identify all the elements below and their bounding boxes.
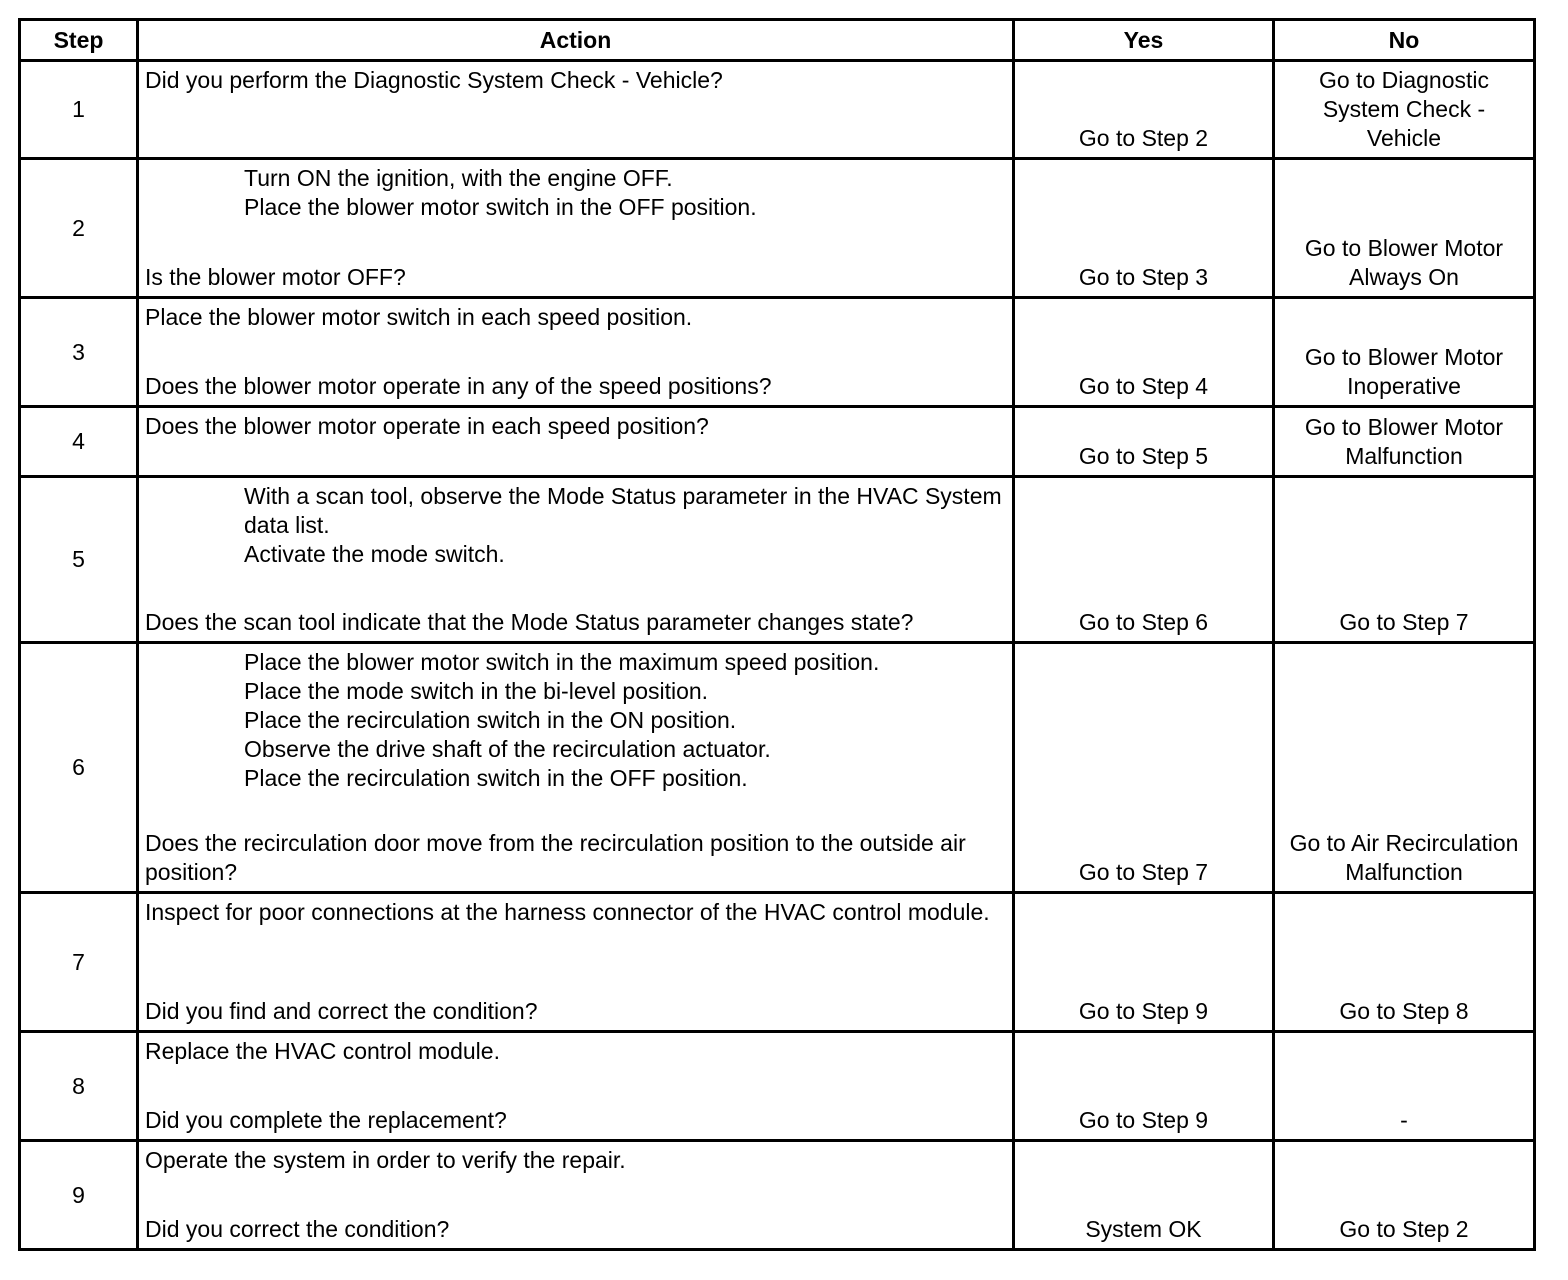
action-cell — [138, 61, 1014, 159]
action-spacer — [145, 569, 1006, 608]
diagnostic-table — [18, 18, 1536, 1251]
action-instruction: Observe the drive shaft of the recirculation actuator. — [244, 736, 771, 762]
no-result: Go to Blower Motor Malfunction — [1274, 407, 1535, 477]
table-row — [20, 477, 1535, 643]
action-spacer — [145, 1175, 1006, 1215]
step-number: 4 — [20, 407, 138, 477]
no-result: - — [1274, 1032, 1535, 1141]
action-content — [145, 164, 1006, 292]
no-result: Go to Air Recirculation Malfunction — [1274, 643, 1535, 893]
action-instruction: With a scan tool, observe the Mode Status parameter in the HVAC System data list. — [244, 483, 1002, 538]
table-row — [20, 1141, 1535, 1250]
step-number: 9 — [20, 1141, 138, 1250]
header-yes: Yes — [1014, 20, 1274, 61]
no-result: Go to Diagnostic System Check - Vehicle — [1274, 61, 1535, 159]
action-spacer — [145, 927, 1006, 997]
action-content — [145, 1146, 1006, 1244]
header-step: Step — [20, 20, 138, 61]
action-cell — [138, 643, 1014, 893]
header-no: No — [1274, 20, 1535, 61]
action-instruction: Activate the mode switch. — [244, 541, 505, 567]
table-row — [20, 298, 1535, 407]
action-content — [145, 412, 1006, 471]
action-content — [145, 66, 1006, 153]
action-question: Did you correct the condition? — [145, 1216, 450, 1242]
action-instruction: Place the blower motor switch in the maximum speed position. — [244, 649, 880, 675]
action-cell — [138, 893, 1014, 1032]
action-instruction: Place the recirculation switch in the OFF position. — [244, 765, 748, 791]
action-content — [145, 303, 1006, 401]
action-instruction: Inspect for poor connections at the harness connector of the HVAC control module. — [145, 899, 990, 925]
step-number: 5 — [20, 477, 138, 643]
no-result: Go to Blower Motor Inoperative — [1274, 298, 1535, 407]
yes-result: Go to Step 9 — [1014, 893, 1274, 1032]
no-result: Go to Step 8 — [1274, 893, 1535, 1032]
action-cell — [138, 477, 1014, 643]
table-row — [20, 643, 1535, 893]
table-row — [20, 1032, 1535, 1141]
action-cell — [138, 407, 1014, 477]
step-number: 2 — [20, 159, 138, 298]
action-cell — [138, 1141, 1014, 1250]
action-instruction: Replace the HVAC control module. — [145, 1038, 500, 1064]
yes-result: Go to Step 9 — [1014, 1032, 1274, 1141]
action-instruction: Operate the system in order to verify the repair. — [145, 1147, 626, 1173]
action-cell — [138, 1032, 1014, 1141]
header-row — [20, 20, 1535, 61]
table-body — [20, 61, 1535, 1250]
action-cell — [138, 159, 1014, 298]
action-instruction: Does the blower motor operate in each speed position? — [145, 413, 709, 439]
action-content — [145, 898, 1006, 1026]
yes-result: Go to Step 3 — [1014, 159, 1274, 298]
no-result: Go to Step 7 — [1274, 477, 1535, 643]
action-instruction: Place the blower motor switch in each speed position. — [145, 304, 693, 330]
action-cell — [138, 298, 1014, 407]
action-instruction: Did you perform the Diagnostic System Check - Vehicle? — [145, 67, 723, 93]
no-result: Go to Step 2 — [1274, 1141, 1535, 1250]
step-number: 6 — [20, 643, 138, 893]
action-instruction: Place the recirculation switch in the ON position. — [244, 707, 737, 733]
header-action: Action — [138, 20, 1014, 61]
action-spacer — [145, 222, 1006, 263]
step-number: 1 — [20, 61, 138, 159]
action-question: Does the scan tool indicate that the Mode Status parameter changes state? — [145, 609, 914, 635]
action-instruction: Turn ON the ignition, with the engine OFF. — [244, 165, 673, 191]
step-number: 8 — [20, 1032, 138, 1141]
step-number: 7 — [20, 893, 138, 1032]
action-question: Did you find and correct the condition? — [145, 998, 538, 1024]
yes-result: Go to Step 5 — [1014, 407, 1274, 477]
action-instruction: Place the mode switch in the bi-level position. — [244, 678, 709, 704]
action-spacer — [145, 332, 1006, 372]
yes-result: Go to Step 4 — [1014, 298, 1274, 407]
action-question: Is the blower motor OFF? — [145, 264, 406, 290]
yes-result: Go to Step 2 — [1014, 61, 1274, 159]
no-result: Go to Blower Motor Always On — [1274, 159, 1535, 298]
table-row — [20, 893, 1535, 1032]
action-content — [145, 482, 1006, 637]
action-spacer — [145, 1066, 1006, 1106]
table-row — [20, 159, 1535, 298]
action-content — [145, 1037, 1006, 1135]
yes-result: Go to Step 6 — [1014, 477, 1274, 643]
action-content — [145, 648, 1006, 887]
table-row — [20, 407, 1535, 477]
table-row — [20, 61, 1535, 159]
action-question: Does the recirculation door move from the recirculation position to the outside air position? — [145, 830, 966, 885]
yes-result: Go to Step 7 — [1014, 643, 1274, 893]
yes-result: System OK — [1014, 1141, 1274, 1250]
action-spacer — [145, 793, 1006, 829]
action-question: Does the blower motor operate in any of the speed positions? — [145, 373, 772, 399]
step-number: 3 — [20, 298, 138, 407]
action-question: Did you complete the replacement? — [145, 1107, 507, 1133]
action-instruction: Place the blower motor switch in the OFF position. — [244, 194, 757, 220]
